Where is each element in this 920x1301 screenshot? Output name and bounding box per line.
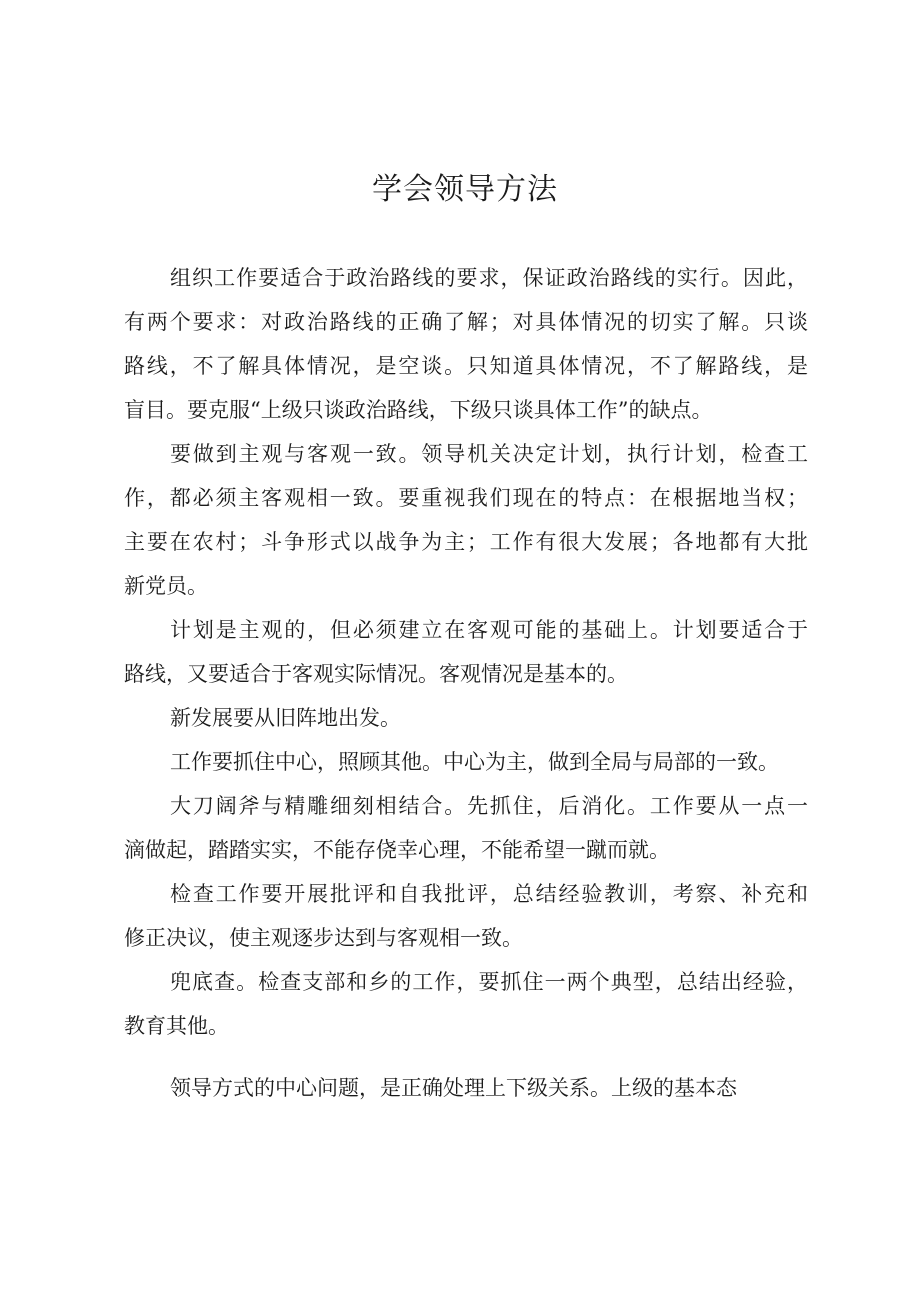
text-line: 修正决议，使主观逐步达到与客观相一致。 [124, 926, 523, 950]
text-line: 要做到主观与客观一致。领导机关决定计划，执行计划，检查工 [170, 442, 808, 466]
text-line: 兜底查。检查支部和乡的工作，要抓住一两个典型，总结出经验， [170, 970, 808, 994]
text-line: 盲目。要克服“上级只谈政治路线，下级只谈具体工作”的缺点。 [124, 398, 713, 422]
text-line: 工作要抓住中心，照顾其他。中心为主，做到全局与局部的一致。 [170, 750, 779, 774]
paragraph [124, 960, 808, 1048]
text-line: 大刀阔斧与精雕细刻相结合。先抓住，后消化。工作要从一点一 [170, 794, 808, 818]
text-line: 路线，不了解具体情况，是空谈。只知道具体情况，不了解路线，是 [124, 354, 808, 378]
text-line: 新发展要从旧阵地出发。 [170, 706, 401, 730]
paragraph [124, 696, 808, 740]
document-body [124, 256, 808, 1110]
text-line: 计划是主观的，但必须建立在客观可能的基础上。计划要适合于 [170, 618, 808, 642]
text-line: 组织工作要适合于政治路线的要求，保证政治路线的实行。因此， [170, 266, 808, 290]
paragraph [124, 1066, 808, 1110]
text-line: 教育其他。 [124, 1014, 229, 1038]
text-line: 检查工作要开展批评和自我批评，总结经验教训，考察、补充和 [170, 882, 808, 906]
paragraph [124, 740, 808, 784]
paragraph [124, 256, 808, 432]
text-line: 作，都必须主客观相一致。要重视我们现在的特点：在根据地当权； [124, 486, 808, 510]
paragraph [124, 432, 808, 608]
text-line: 有两个要求：对政治路线的正确了解；对具体情况的切实了解。只谈 [124, 310, 808, 334]
text-line: 领导方式的中心问题，是正确处理上下级关系。上级的基本态 [170, 1076, 737, 1100]
text-line: 主要在农村；斗争形式以战争为主；工作有很大发展；各地都有大批 [124, 530, 808, 554]
paragraph [124, 784, 808, 872]
paragraph [124, 608, 808, 696]
text-line: 滴做起，踏踏实实，不能存侥幸心理，不能希望一蹴而就。 [124, 838, 670, 862]
paragraph [124, 872, 808, 960]
text-line: 新党员。 [124, 574, 208, 598]
document-title: 学会领导方法 [372, 172, 558, 207]
text-line: 路线，又要适合于客观实际情况。客观情况是基本的。 [124, 662, 628, 686]
